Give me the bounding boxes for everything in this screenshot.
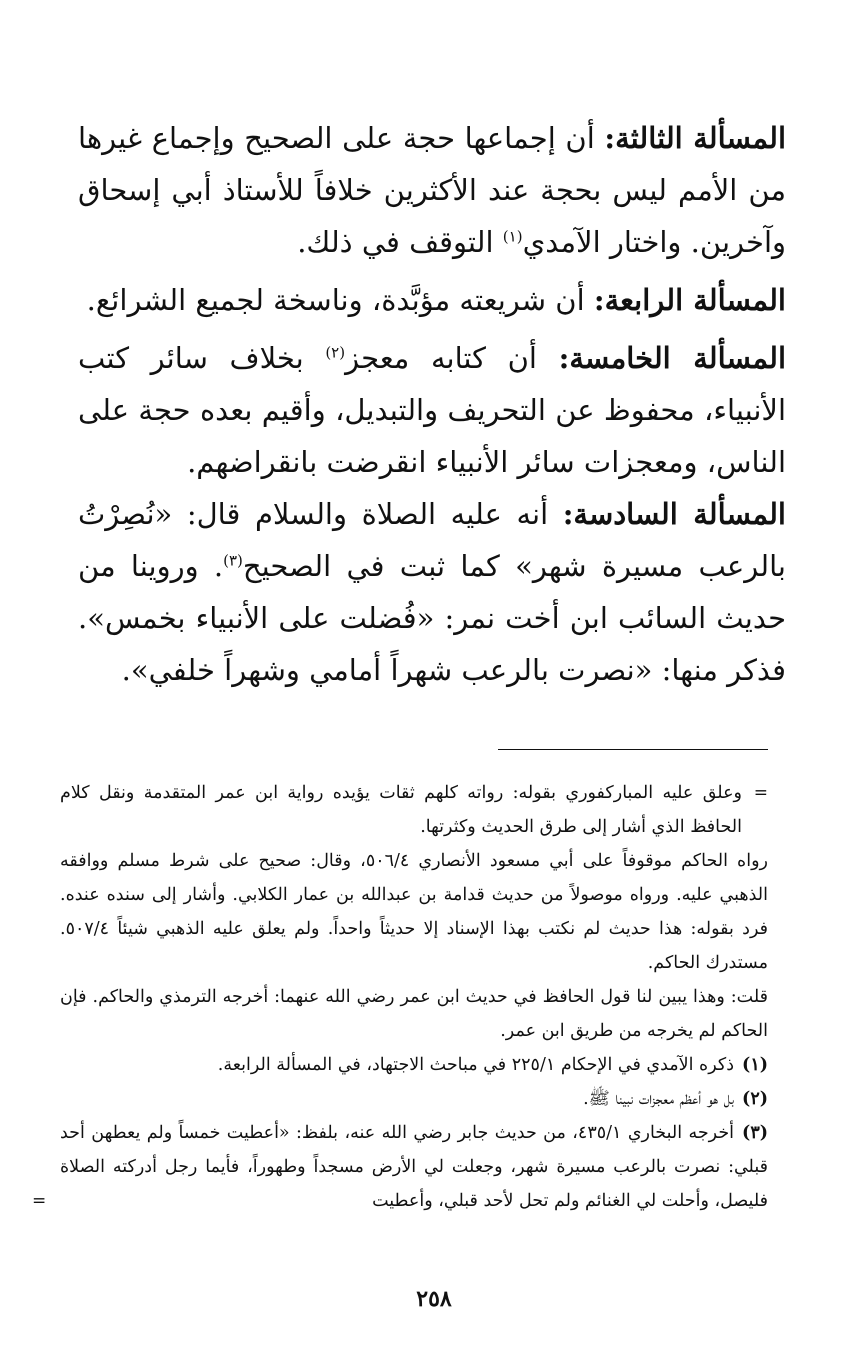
footnote-continuation xyxy=(60,776,768,844)
issue-text: أنه عليه الصلاة والسلام قال: «نُصِرْتُ بالرعب مسيرة شهر» كما ثبت في الصحيح xyxy=(78,497,786,583)
issue-paragraph-6 xyxy=(78,488,786,696)
issue-heading: المسألة الثالثة: xyxy=(604,121,786,155)
footnote-2 xyxy=(60,1082,768,1116)
issue-text: أن إجماعها حجة على الصحيح وإجماع غيرها من الأمم ليس بحجة عند الأكثرين خلافاً للأستاذ أبي إسحاق وآخرين. واختار الآمدي xyxy=(78,121,786,259)
issue-heading: المسألة الخامسة: xyxy=(558,341,786,375)
main-text xyxy=(78,112,786,702)
issue-text: التوقف في ذلك. xyxy=(297,225,503,259)
footnote-text: ذكره الآمدي في الإحكام ٢٢٥/١ في مباحث الاجتهاد، في المسألة الرابعة. xyxy=(217,1055,734,1075)
issue-heading: المسألة السادسة: xyxy=(562,497,786,531)
issue-text: أن كتابه معجز xyxy=(345,341,559,375)
footnote-number: (٢) xyxy=(742,1089,768,1109)
footnote-text: أخرجه البخاري ٤٣٥/١، من حديث جابر رضي الله عنه، بلفظ: «أعطيت خمساً ولم يعطهن أحد قبلي: نصرت بالرعب مسيرة شهر، وجعلت لي الأرض مسجداً وطهوراً، فأيما رجل أدركته الصلاة فليصل، وأحلت لي الغنائم ولم تحل لأحد قبلي، وأعطيت xyxy=(60,1123,768,1211)
issue-paragraph-3 xyxy=(78,112,786,268)
issue-text: . وروينا من حديث السائب ابن أخت نمر: «فُضلت على الأنبياء بخمس». فذكر منها: «نصرت بالرعب شهراً أمامي وشهراً خلفي». xyxy=(78,549,786,687)
issue-heading: المسألة الرابعة: xyxy=(593,283,786,317)
footnote-reference: (٢) xyxy=(325,343,346,362)
issue-text: بخلاف سائر كتب الأنبياء، محفوظ عن التحريف والتبديل، وأقيم بعده حجة على الناس، ومعجزات سائر الأنبياء انقرضت بانقراضهم. xyxy=(78,341,786,479)
issue-text: أن شريعته مؤبَّدة، وناسخة لجميع الشرائع. xyxy=(86,283,594,317)
footnote-text: قلت: وهذا يبين لنا قول الحافظ في حديث ابن عمر رضي الله عنهما: أخرجه الترمذي والحاكم. فإن الحاكم لم يخرجه من طريق ابن عمر. xyxy=(60,987,768,1041)
footnote-3 xyxy=(32,1116,768,1218)
footnote-number: (١) xyxy=(742,1055,768,1075)
footnote-text: بل هو أعظم معجزات نبينا ﷺ. xyxy=(583,1089,734,1109)
continuation-mark: = xyxy=(32,1191,47,1211)
footnotes xyxy=(32,776,768,1218)
footnote-reference: (٣) xyxy=(223,551,243,570)
issue-paragraph-5 xyxy=(78,332,786,488)
footnote-text: رواه الحاكم موقوفاً على أبي مسعود الأنصاري ٥٠٦/٤، وقال: صحيح على شرط مسلم ووافقه الذهبي عليه. ورواه موصولاً من حديث قدامة بن عبدالله بن عمار الكلابي. وأشار إلى سنده عنده. فرد بقوله: هذا حديث لم نكتب بهذا الإسناد إلا حديثاً واحداً. ولم يعلق عليه الذهبي شيئاً ٥٠٧/٤. مستدرك الحاكم. xyxy=(60,851,768,973)
footnote-reference: (١) xyxy=(502,227,523,246)
issue-paragraph-4 xyxy=(78,274,786,326)
footnote-1 xyxy=(60,1048,768,1082)
footnote-number: (٣) xyxy=(742,1123,768,1143)
footnote-continuation xyxy=(60,844,768,980)
footnote-text: وعلق عليه المباركفوري بقوله: رواته كلهم ثقات يؤيده رواية ابن عمر المتقدمة ونقل كلام الحافظ الذي أشار إلى طرق الحديث وكثرتها. xyxy=(60,783,742,837)
page-number: ٢٥٨ xyxy=(416,1286,452,1312)
footnote-continuation xyxy=(60,980,768,1048)
continuation-mark: = xyxy=(753,783,768,803)
footnote-separator xyxy=(498,749,768,750)
